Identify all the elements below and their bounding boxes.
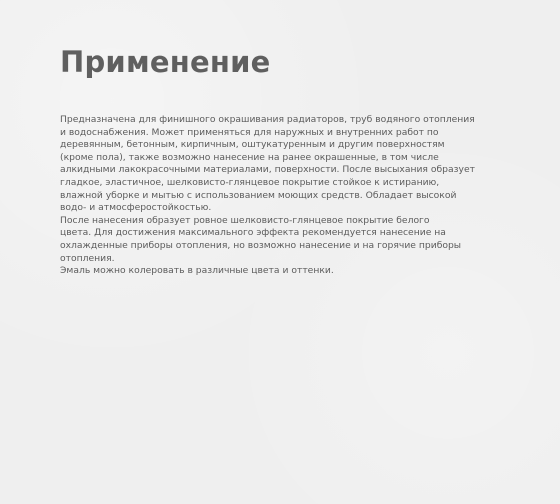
text-line: алкидными лакокрасочными материалами, поверхности. После высыхания образует xyxy=(60,164,475,176)
text-line: (кроме пола), также возможно нанесение на ранее окрашенные, в том числе xyxy=(60,151,439,163)
paragraph-result xyxy=(60,215,520,265)
text-line: отопления. xyxy=(60,252,115,264)
text-line: влажной уборке и мытью с использованием моющих средств. Обладает высокой xyxy=(60,189,457,201)
text-line: гладкое, эластичное, шелковисто-глянцевое покрытие стойкое к истиранию, xyxy=(60,176,440,188)
text-line: Предназначена для финишного окрашивания радиаторов, труб водяного отопления xyxy=(60,114,475,125)
text-line: деревянным, бетонным, кирпичным, оштукатуренным и другим поверхностям xyxy=(60,139,445,151)
paragraph-usage xyxy=(60,114,520,215)
text-line: и водоснабжения. Может применяться для наружных и внутренних работ по xyxy=(60,126,439,138)
text-line: охлажденные приборы отопления, но возможно нанесение и на горячие приборы xyxy=(60,239,462,251)
text-line: цвета. Для достижения максимального эффекта рекомендуется нанесение на xyxy=(60,227,446,239)
application-description xyxy=(60,114,520,278)
text-line: После нанесения образует ровное шелковисто-глянцевое покрытие белого xyxy=(60,214,430,226)
text-line: Эмаль можно колеровать в различные цвета и оттенки. xyxy=(60,265,334,277)
paragraph-tinting xyxy=(60,265,520,278)
page-title: Применение xyxy=(60,45,271,79)
text-line: водо- и атмосферостойкостью. xyxy=(60,202,212,214)
